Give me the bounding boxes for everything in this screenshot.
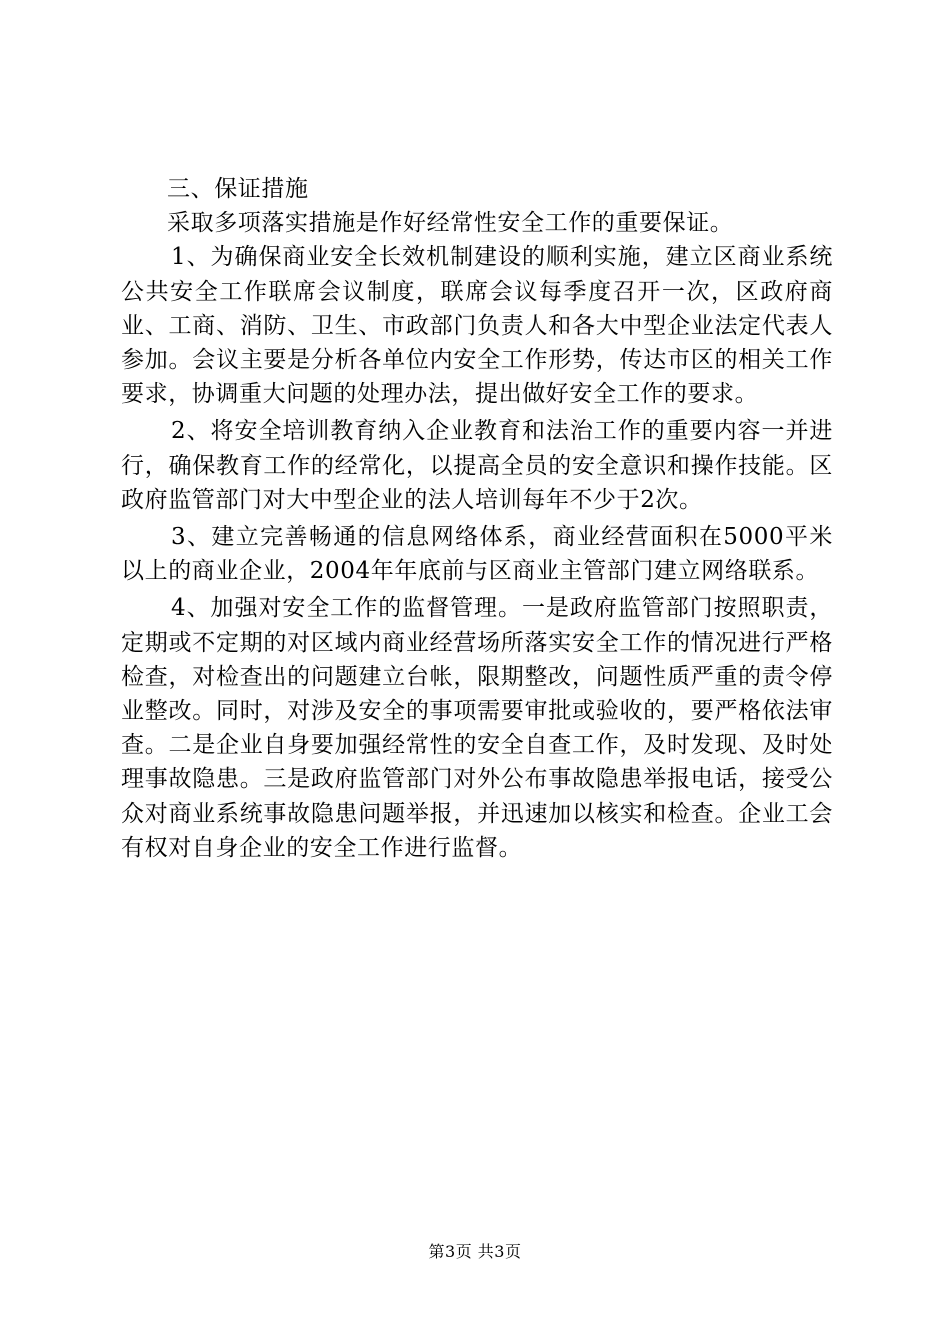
measure-item-2: 2、将安全培训教育纳入企业教育和法治工作的重要内容一并进行，确保教育工作的经常化，以提高全员的安全意识和操作技能。区政府监管部门对大中型企业的法人培训每年不少于2次。 xyxy=(121,418,833,513)
measure-item-4: 4、加强对安全工作的监督管理。一是政府监管部门按照职责，定期或不定期的对区域内商业经营场所落实安全工作的情况进行严格检查，对检查出的问题建立台帐，限期整改，问题性质严重的责令停业整改。同时，对涉及安全的事项需要审批或验收的，要严格依法审查。二是企业自身要加强经常性的安全自查工作，及时发现、及时处理事故隐患。三是政府监管部门对外公布事故隐患举报电话，接受公众对商业系统事故隐患问题举报，并迅速加以核实和检查。企业工会有权对自身企业的安全工作进行监督。 xyxy=(121,595,833,861)
measure-item-3: 3、建立完善畅通的信息网络体系，商业经营面积在5000平米以上的商业企业，2004年年底前与区商业主管部门建立网络联系。 xyxy=(121,524,833,585)
measure-item-1: 1、为确保商业安全长效机制建设的顺利实施，建立区商业系统公共安全工作联席会议制度，联席会议每季度召开一次，区政府商业、工商、消防、卫生、市政部门负责人和各大中型企业法定代表人参加。会议主要是分析各单位内安全工作形势，传达市区的相关工作要求，协调重大问题的处理办法，提出做好安全工作的要求。 xyxy=(121,244,833,408)
section-heading: 三、保证措施 xyxy=(167,176,309,202)
document-body xyxy=(121,172,833,865)
lead-paragraph: 采取多项落实措施是作好经常性安全工作的重要保证。 xyxy=(167,210,734,237)
page-number-footer: 第3页 共3页 xyxy=(428,1242,522,1261)
